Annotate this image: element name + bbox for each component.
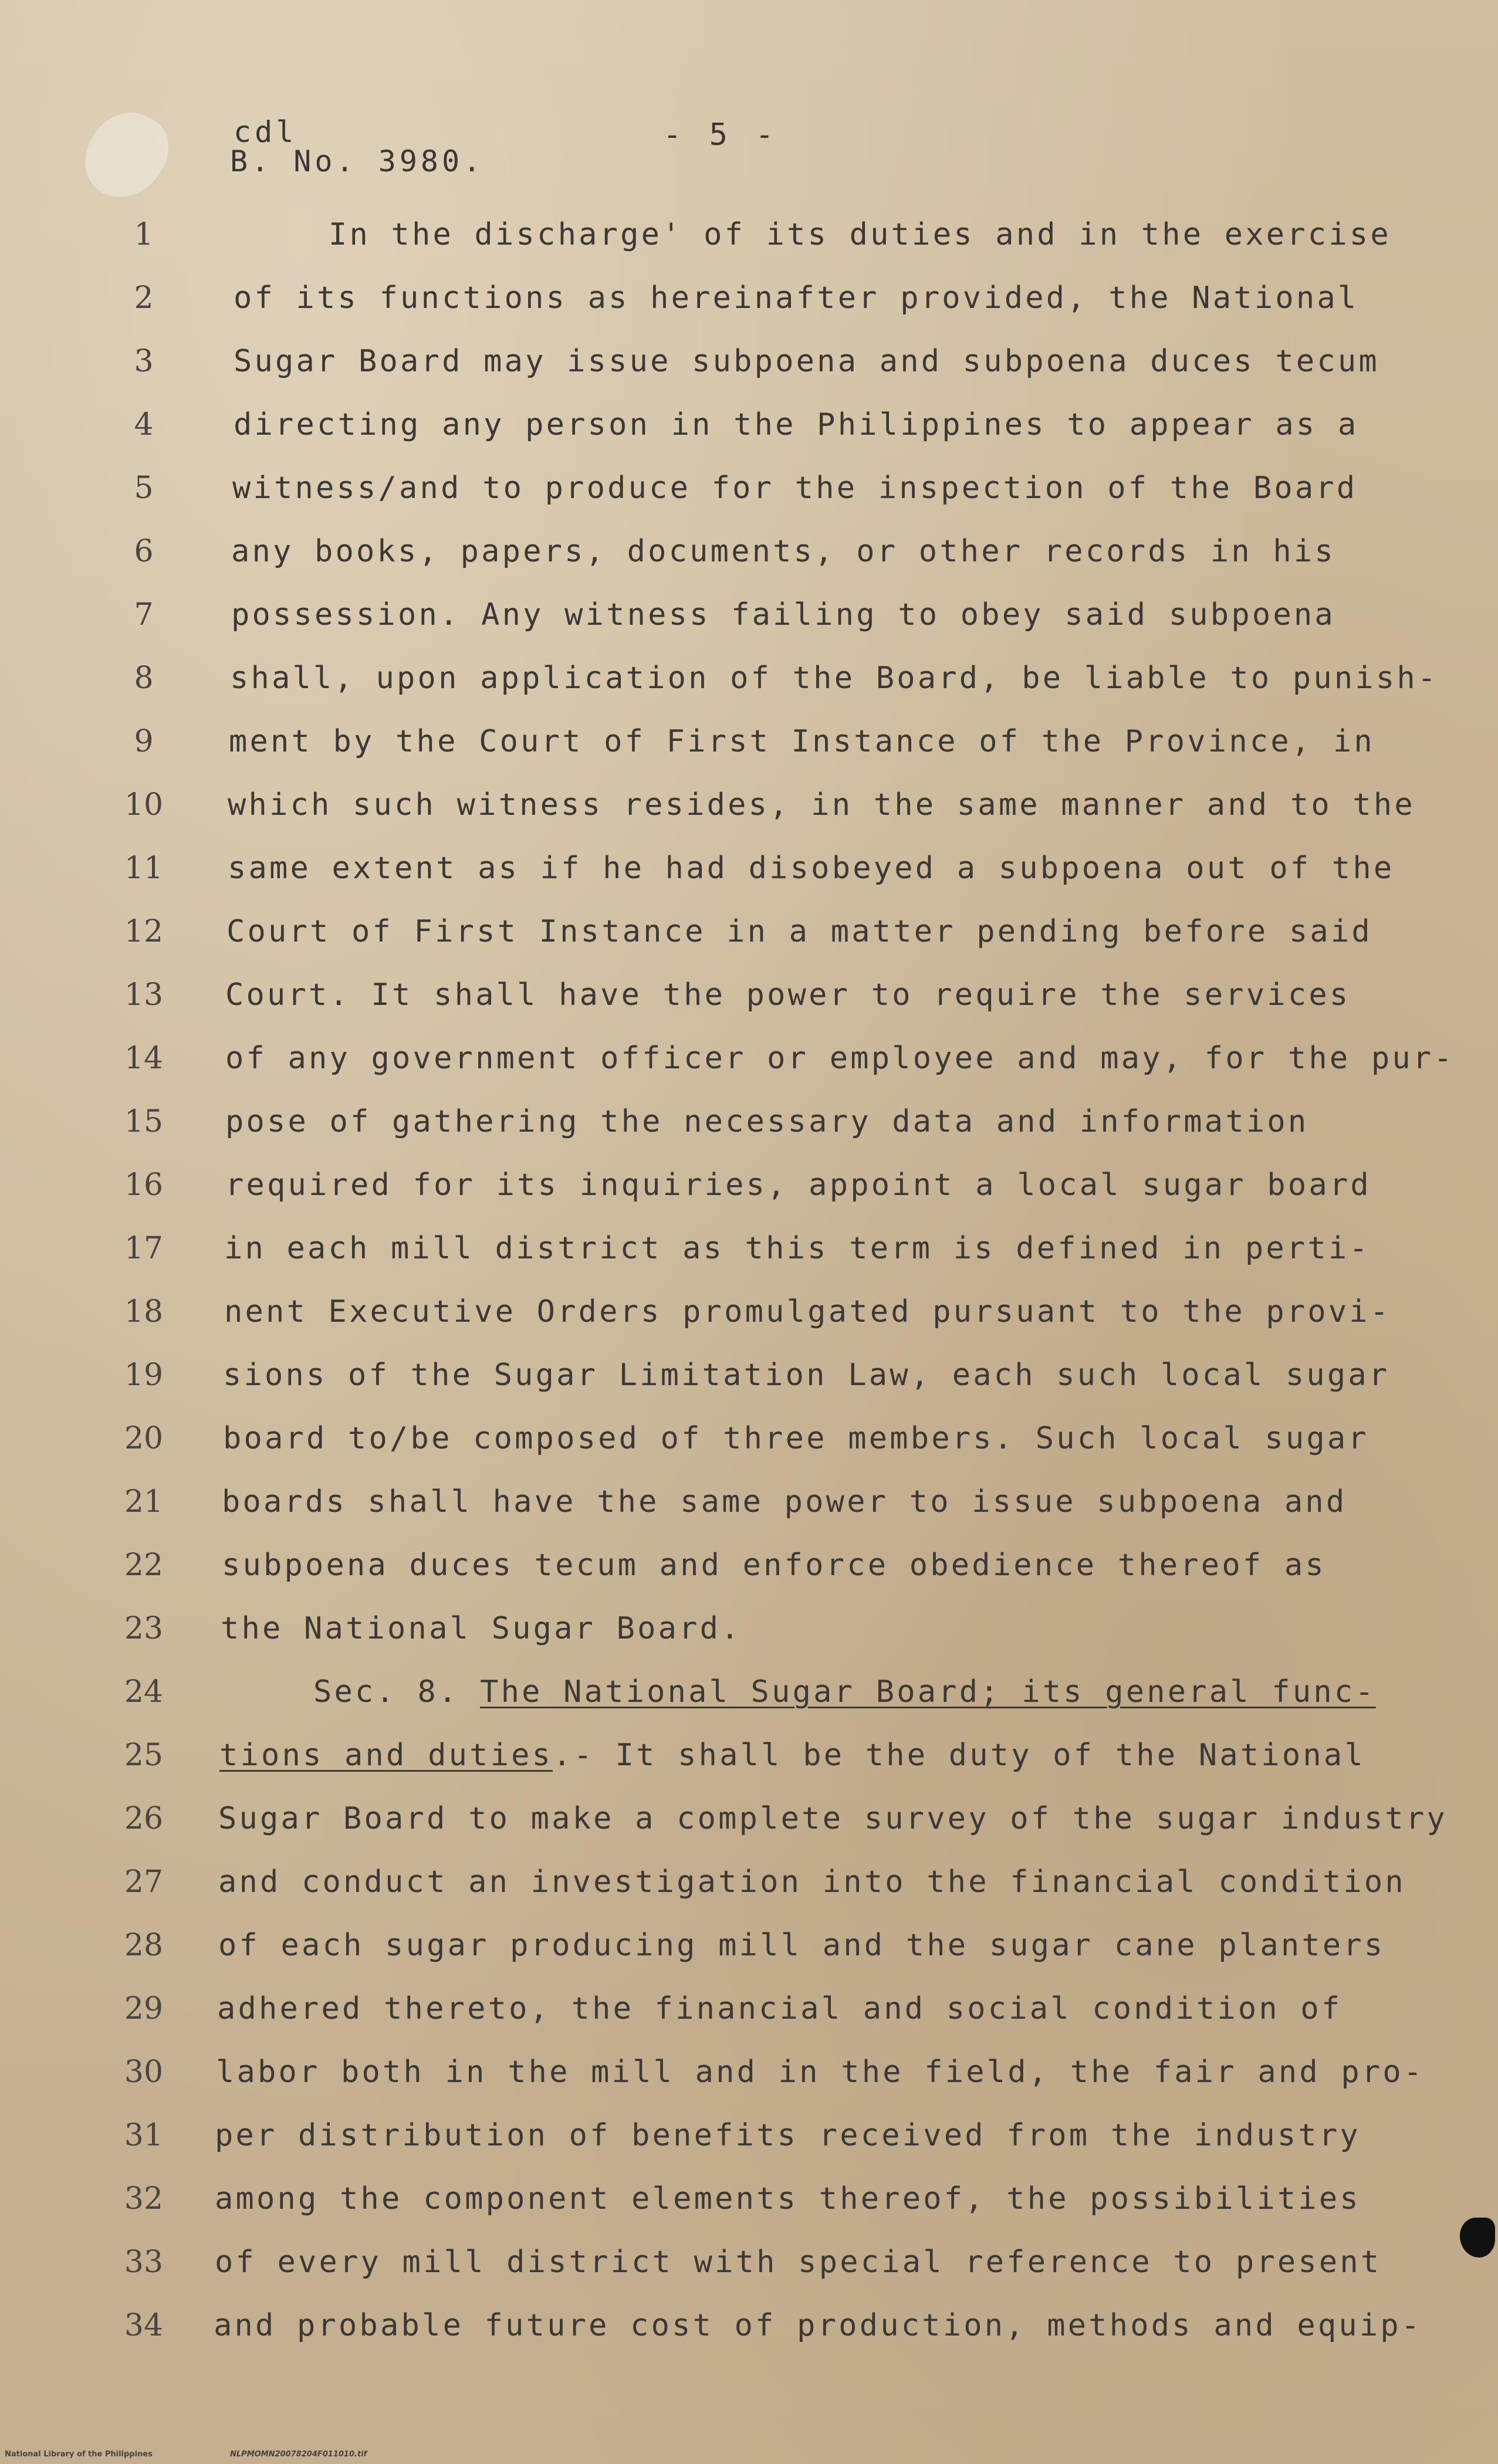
- footer-credit: National Library of the Philippines: [5, 2450, 153, 2459]
- line-number: 7: [134, 597, 154, 632]
- text-line: [0, 1983, 1498, 2042]
- text-line: [0, 1286, 1498, 1345]
- line-number: 9: [134, 724, 154, 759]
- line-number: 2: [134, 280, 154, 316]
- text-line: [0, 462, 1498, 521]
- line-number: 4: [134, 407, 154, 442]
- line-text: In the discharge' of its duties and in the exercise: [329, 217, 1391, 252]
- line-text: any books, papers, documents, or other records in his: [231, 534, 1335, 569]
- bill-number: B. No. 3980.: [230, 144, 485, 178]
- text-line: [0, 589, 1498, 648]
- line-number: 23: [124, 1611, 164, 1646]
- line-number: 32: [124, 2181, 164, 2216]
- line-number: 11: [124, 851, 164, 886]
- text-line: [0, 1603, 1498, 1661]
- line-number: 19: [124, 1358, 164, 1393]
- line-number: 28: [124, 1928, 164, 1963]
- line-number: 29: [124, 1991, 164, 2026]
- section-text: .- It shall be the duty of the National: [553, 1738, 1365, 1773]
- line-number: 13: [124, 977, 164, 1013]
- section-title-underlined: The National Sugar Board; its general func-: [480, 1674, 1376, 1710]
- line-number: 12: [124, 914, 164, 949]
- text-line: [0, 842, 1498, 901]
- section-heading-line: [0, 1666, 1498, 1725]
- line-number: 34: [124, 2308, 164, 2343]
- text-line: [0, 272, 1498, 331]
- line-text: the National Sugar Board.: [221, 1611, 742, 1646]
- line-text: witness/and to produce for the inspection of the Board: [232, 471, 1358, 506]
- line-text: [313, 1674, 1376, 1710]
- line-text: boards shall have the same power to issue subpoena and: [222, 1484, 1347, 1519]
- line-text: Court. It shall have the power to require the services: [225, 977, 1351, 1013]
- line-text: per distribution of benefits received from the industry: [215, 2118, 1361, 2153]
- line-number: 22: [124, 1548, 164, 1583]
- section-title-underlined: tions and duties: [219, 1738, 553, 1773]
- text-line: [0, 209, 1498, 268]
- line-text: of its functions as hereinafter provided, the National: [234, 280, 1359, 316]
- line-number: 26: [124, 1801, 164, 1836]
- text-line: [0, 1223, 1498, 1281]
- text-line: [0, 2173, 1498, 2232]
- line-text: same extent as if he had disobeyed a subpoena out of the: [228, 851, 1395, 886]
- line-text: adhered thereto, the financial and social condition of: [217, 1991, 1343, 2026]
- line-number: 27: [124, 1864, 164, 1900]
- text-line: [0, 906, 1498, 964]
- text-line: [0, 1159, 1498, 1218]
- line-number: 3: [134, 344, 154, 379]
- line-text: of each sugar producing mill and the sugar cane planters: [218, 1928, 1385, 1963]
- text-line: [0, 2046, 1498, 2105]
- line-text: directing any person in the Philippines to appear as a: [234, 407, 1359, 442]
- text-line: [0, 2300, 1498, 2358]
- text-line: [0, 652, 1498, 711]
- text-line: [0, 969, 1498, 1028]
- line-number: 24: [124, 1674, 164, 1710]
- line-text: [219, 1738, 1365, 1773]
- page-number: - 5 -: [663, 117, 779, 153]
- line-text: labor both in the mill and in the field, the fair and pro-: [216, 2055, 1425, 2090]
- line-number: 14: [124, 1041, 164, 1076]
- section-label: Sec. 8.: [313, 1674, 481, 1710]
- text-line: [0, 779, 1498, 838]
- line-text: and probable future cost of production, methods and equip-: [214, 2308, 1422, 2343]
- text-line: [0, 399, 1498, 458]
- text-line: [0, 1539, 1498, 1598]
- line-number: 31: [124, 2118, 164, 2153]
- text-line: [0, 1856, 1498, 1915]
- line-text: ment by the Court of First Instance of the Province, in: [229, 724, 1375, 759]
- line-number: 17: [124, 1231, 164, 1266]
- text-line: [0, 526, 1498, 584]
- line-number: 25: [124, 1738, 164, 1773]
- line-number: 30: [124, 2055, 164, 2090]
- line-number: 21: [124, 1484, 164, 1519]
- text-line: [0, 2236, 1498, 2295]
- section-heading-line: [0, 1729, 1498, 1788]
- line-text: shall, upon application of the Board, be liable to punish-: [230, 661, 1439, 696]
- text-line: [0, 2110, 1498, 2168]
- line-text: among the component elements thereof, the possibilities: [215, 2181, 1361, 2216]
- line-text: which such witness resides, in the same manner and to the: [228, 787, 1415, 823]
- text-line: [0, 1096, 1498, 1155]
- text-line: [0, 1349, 1498, 1408]
- text-line: [0, 1413, 1498, 1471]
- text-line: [0, 1920, 1498, 1978]
- line-text: pose of gathering the necessary data and information: [225, 1104, 1309, 1139]
- line-number: 18: [124, 1294, 164, 1329]
- line-text: required for its inquiries, appoint a local sugar board: [225, 1167, 1371, 1203]
- line-text: possession. Any witness failing to obey said subpoena: [231, 597, 1335, 632]
- line-number: 5: [134, 471, 154, 506]
- footer-file-name: NLPMOMN20078204F011010.tif: [230, 2450, 367, 2459]
- line-text: of any government officer or employee and may, for the pur-: [225, 1041, 1455, 1076]
- line-number: 1: [134, 217, 154, 252]
- line-text: and conduct an investigation into the financial condition: [218, 1864, 1406, 1900]
- text-line: [0, 1033, 1498, 1091]
- line-text: nent Executive Orders promulgated pursuant to the provi-: [224, 1294, 1391, 1329]
- line-number: 6: [134, 534, 154, 569]
- line-text: of every mill district with special reference to present: [215, 2245, 1382, 2280]
- line-text: sions of the Sugar Limitation Law, each such local sugar: [223, 1358, 1390, 1393]
- line-number: 10: [124, 787, 164, 823]
- line-text: board to/be composed of three members. Such local sugar: [223, 1421, 1369, 1456]
- paper-stain: [72, 99, 180, 212]
- line-number: 33: [124, 2245, 164, 2280]
- line-number: 20: [124, 1421, 164, 1456]
- line-text: Court of First Instance in a matter pending before said: [226, 914, 1372, 949]
- text-line: [0, 1793, 1498, 1852]
- line-number: 16: [124, 1167, 164, 1203]
- text-line: [0, 716, 1498, 774]
- line-text: in each mill district as this term is defined in perti-: [224, 1231, 1370, 1266]
- text-line: [0, 1476, 1498, 1535]
- line-number: 8: [134, 661, 154, 696]
- line-text: Sugar Board to make a complete survey of the sugar industry: [218, 1801, 1448, 1836]
- typist-code: cdl: [234, 115, 297, 149]
- line-text: subpoena duces tecum and enforce obedience thereof as: [222, 1548, 1326, 1583]
- line-number: 15: [124, 1104, 164, 1139]
- line-text: Sugar Board may issue subpoena and subpoena duces tecum: [234, 344, 1379, 379]
- text-line: [0, 336, 1498, 394]
